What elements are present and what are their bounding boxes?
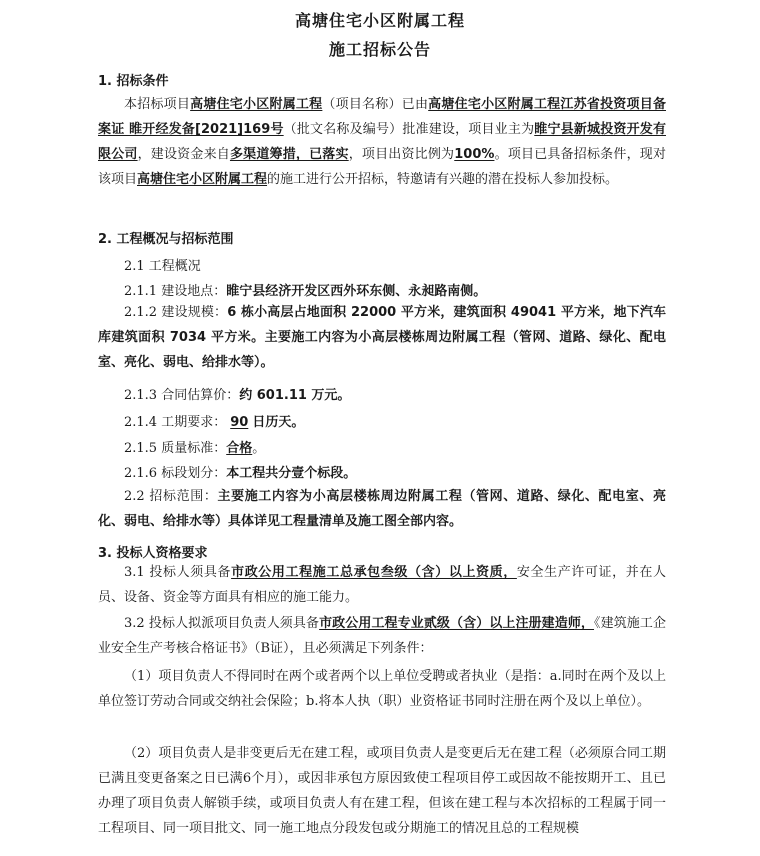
approval-name: 高塘住宅小区附属工程江苏省投资项目备案证 睢开经发备[2021]169号: [98, 97, 666, 137]
qualification-3-2: 3.2 投标人拟派项目负责人须具备市政公用工程专业贰级（含）以上注册建造师，《建筑施工企业安全生产考核合格证书》（B证），且必须满足下列条件：: [98, 616, 666, 656]
scale-paragraph: 2.1.2 建设规模：6 栋小高层占地面积 22000 平方米，建筑面积 49041 平方米，地下汽车库建筑面积 7034 平方米。主要施工内容为小高层楼栋周边附属工程（管网、道路、绿化、配电室、亮化、弱电、给排水等）。: [98, 305, 666, 370]
condition-1: （1）项目负责人不得同时在两个或者两个以上单位受聘或者执业（是指：a.同时在两个及以上单位签订劳动合同或交纳社会保险；b.将本人执（职）业资格证书同时注册在两个及以上单位）。: [98, 669, 666, 709]
quality-value: 合格: [226, 441, 253, 456]
qualification-3-1: 3.1 投标人须具备市政公用工程施工总承包叁级（含）以上资质，安全生产许可证，并在人员、设备、资金等方面具有相应的施工能力。: [98, 565, 666, 605]
location-value: 睢宁县经济开发区西外环东侧、永昶路南侧。: [226, 284, 487, 299]
section-1-heading: 1. 招标条件: [98, 74, 169, 89]
scope-value: 主要施工内容为小高层楼栋周边附属工程（管网、道路、绿化、配电室、亮化、弱电、给排水等）具体详见工程量清单及施工图全部内容。: [98, 489, 666, 529]
section-3-heading: 3. 投标人资格要求: [98, 546, 208, 561]
scope-paragraph: 2.2 招标范围：主要施工内容为小高层楼栋周边附属工程（管网、道路、绿化、配电室、亮化、弱电、给排水等）具体详见工程量清单及施工图全部内容。: [98, 489, 666, 529]
project-name: 高塘住宅小区附属工程: [190, 97, 323, 112]
condition-2: （2）项目负责人是非变更后无在建工程，或项目负责人是变更后无在建工程（必须原合同工期已满且变更备案之日已满6个月），或因非承包方原因致使工程项目停工或因故不能按期开工、且已办理了项目负责人解锁手续，或项目负责人有在建工程，但该在建工程与本次招标的工程属于同一工程项目、同一项目批文、同一施工地点分段发包或分期施工的情况且总的工程规模: [98, 746, 666, 836]
section-split-line: 2.1.6 标段划分：本工程共分壹个标段。: [124, 466, 357, 481]
location-line: 2.1.1 建设地点：睢宁县经济开发区西外环东侧、永昶路南侧。: [124, 284, 487, 299]
period-value: 90: [230, 415, 249, 430]
doc-title-project: 高塘住宅小区附属工程: [294, 11, 465, 30]
price-line: 2.1.3 合同估算价：约 601.11 万元。: [124, 388, 351, 403]
section-1-paragraph: 本招标项目高塘住宅小区附属工程（项目名称）已由高塘住宅小区附属工程江苏省投资项目备案证 睢开经发备[2021]169号（批文名称及编号）批准建设，项目业主为睢宁县新城投资开发有限公司，建设资金来自多渠道筹措，已落实，项目出资比例为100%。项目已具备招标条件，现对该项目高塘住宅小区附属工程的施工进行公开招标，特邀请有兴趣的潜在投标人参加投标。: [98, 97, 666, 187]
owner-name: 睢宁县新城投资开发有限公司: [98, 122, 666, 162]
overview-label: 2.1 工程概况: [124, 259, 201, 274]
price-value: 约 601.11 万元。: [239, 388, 351, 403]
qualification-3-1-value: 市政公用工程施工总承包叁级（含）以上资质，: [231, 565, 517, 580]
project-name-again: 高塘住宅小区附属工程: [137, 172, 268, 187]
doc-title-notice: 施工招标公告: [328, 40, 431, 59]
period-line: 2.1.4 工期要求： 90 日历天。: [124, 415, 305, 430]
section-2-heading: 2. 工程概况与招标范围: [98, 232, 234, 247]
section-split-value: 本工程共分壹个标段。: [226, 466, 357, 481]
quality-line: 2.1.5 质量标准：合格。: [124, 441, 266, 456]
invest-ratio: 100%: [454, 147, 495, 162]
fund-source: 多渠道筹措，已落实: [229, 147, 349, 162]
qualification-3-2-value: 市政公用工程专业贰级（含）以上注册建造师，: [319, 616, 595, 631]
scale-value: 6 栋小高层占地面积 22000 平方米，建筑面积 49041 平方米，地下汽车库建筑面积 7034 平方米。主要施工内容为小高层楼栋周边附属工程（管网、道路、绿化、配电室、亮化、弱电、给排水等）。: [98, 305, 666, 370]
